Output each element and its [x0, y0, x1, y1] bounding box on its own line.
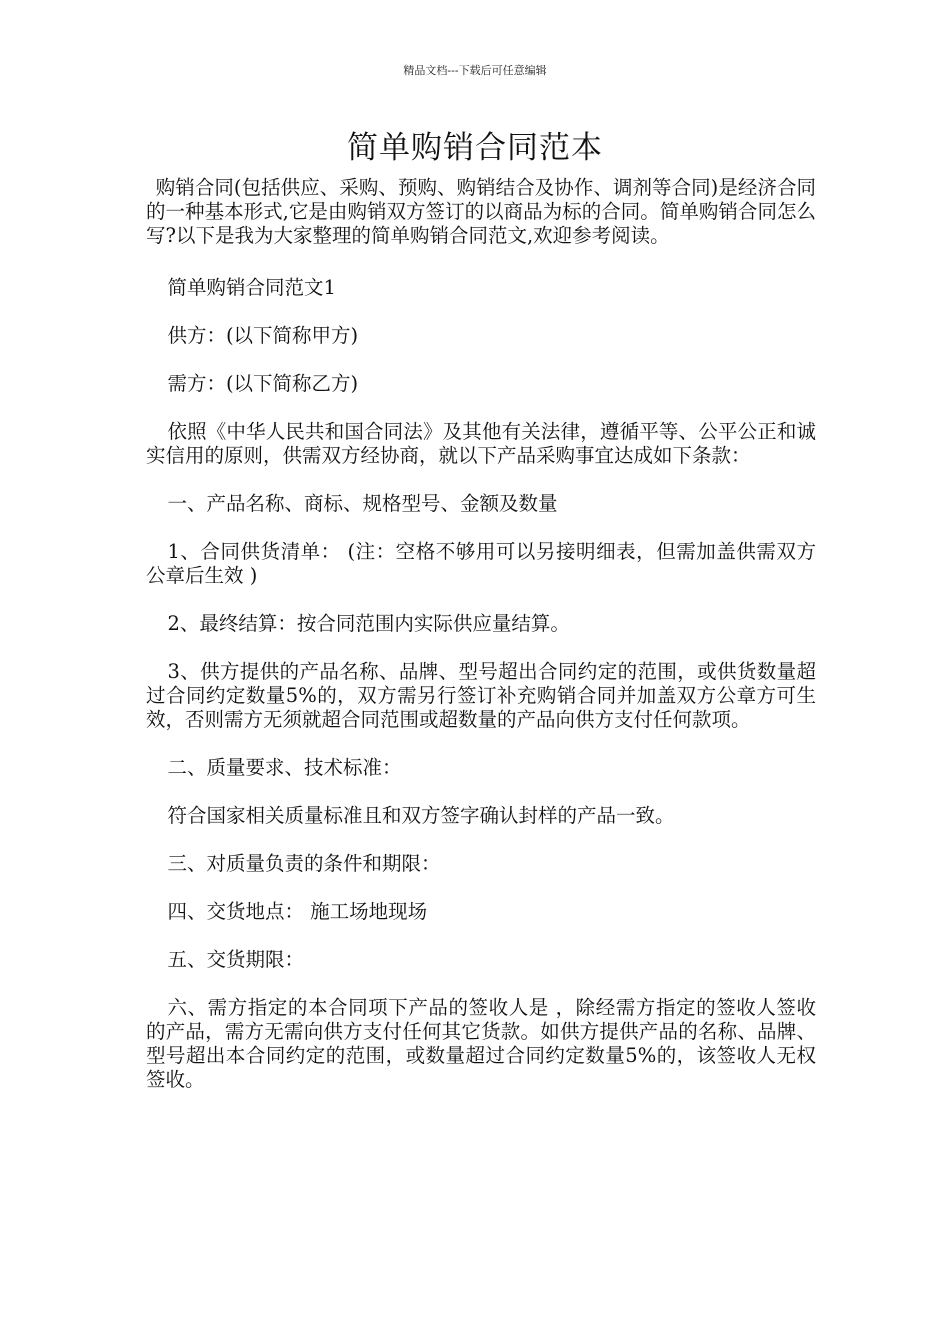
- clause-1-heading: 一、产品名称、商标、规格型号、金额及数量: [167, 492, 558, 515]
- clause-1-item-3: 3、供方提供的产品名称、品牌、型号超出合同约定的范围，或供货数量超过合同约定数量5%的，双方需另行签订补充购销合同并加盖双方公章方可生效，否则需方无须就超合同范围或超数量的产品向供方支付任何款项。: [146, 660, 816, 731]
- clause-3-heading: 三、对质量负责的条件和期限：: [167, 852, 441, 875]
- clause-4-heading: 四、交货地点： 施工场地现场: [167, 900, 428, 923]
- section-heading-sample-1: 简单购销合同范文1: [167, 276, 336, 299]
- document-body: [146, 176, 816, 1092]
- clause-6-paragraph: 六、需方指定的本合同项下产品的签收人是 ，除经需方指定的签收人签收的产品，需方无需向供方支付任何其它货款。如供方提供产品的名称、品牌、型号超出本合同约定的范围，或数量超过合同约定数量5%的，该签收人无权签收。: [146, 996, 816, 1091]
- header-note: 精品文档---下载后可任意编辑: [403, 64, 547, 77]
- clause-2-heading: 二、质量要求、技术标准：: [167, 756, 402, 779]
- buyer-line: 需方：(以下简称乙方): [167, 372, 359, 395]
- intro-paragraph: 购销合同(包括供应、采购、预购、购销结合及协作、调剂等合同)是经济合同的一种基本形式,它是由购销双方签订的以商品为标的合同。简单购销合同怎么写?以下是我为大家整理的简单购销合同范文,欢迎参考阅读。: [146, 176, 816, 247]
- supplier-line: 供方：(以下简称甲方): [167, 324, 359, 347]
- clause-2-body: 符合国家相关质量标准且和双方签字确认封样的产品一致。: [167, 804, 675, 827]
- document-title: 简单购销合同范本: [347, 130, 603, 166]
- clause-5-heading: 五、交货期限：: [167, 948, 304, 971]
- clause-1-item-1: 1、合同供货清单： (注：空格不够用可以另接明细表，但需加盖供需双方公章后生效 ): [146, 540, 816, 587]
- preamble-paragraph: 依照《中华人民共和国合同法》及其他有关法律，遵循平等、公平公正和诚实信用的原则，供需双方经协商，就以下产品采购事宜达成如下条款：: [146, 420, 816, 467]
- clause-1-item-2: 2、最终结算：按合同范围内实际供应量结算。: [167, 612, 570, 635]
